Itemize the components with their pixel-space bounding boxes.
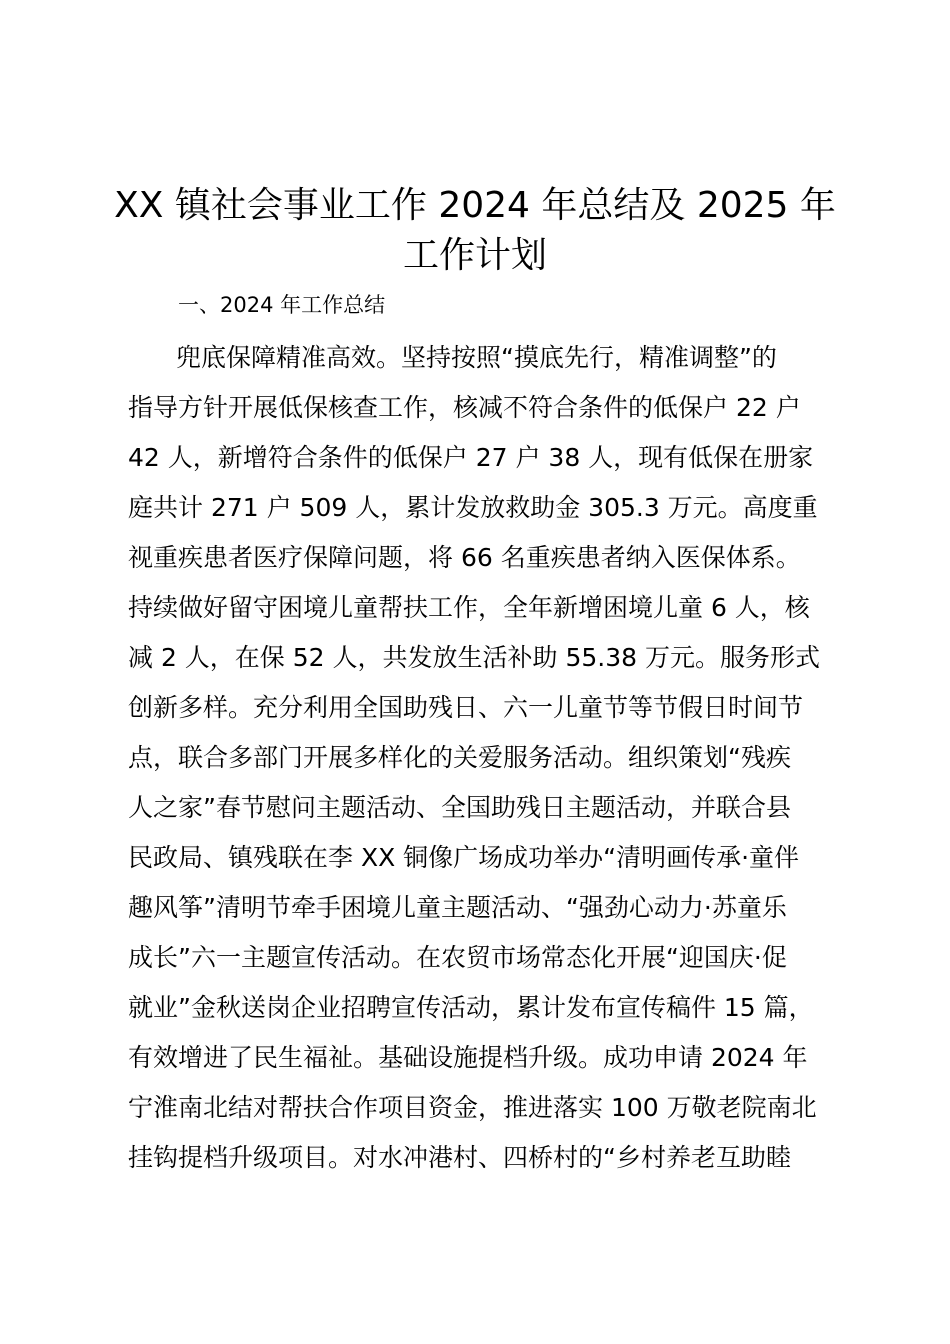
body-line: 趣风筝”清明节牵手困境儿童主题活动、“强劲心动力·苏童乐	[128, 893, 787, 922]
body-line: 成长”六一主题宣传活动。在农贸市场常态化开展“迎国庆·促	[128, 943, 787, 972]
document-title-line-1: XX 镇社会事业工作 2024 年总结及 2025 年	[114, 185, 836, 226]
body-line: 挂钩提档升级项目。对水冲港村、四桥村的“乡村养老互助睦	[128, 1143, 791, 1172]
body-line: 指导方针开展低保核查工作，核减不符合条件的低保户 22 户	[128, 393, 801, 422]
section-heading: 一、2024 年工作总结	[178, 293, 386, 317]
body-line: 就业”金秋送岗企业招聘宣传活动，累计发布宣传稿件 15 篇，	[128, 993, 814, 1022]
body-line: 减 2 人，在保 52 人，共发放生活补助 55.38 万元。服务形式	[128, 643, 820, 672]
body-line: 民政局、镇残联在李 XX 铜像广场成功举办“清明画传承·童伴	[128, 843, 800, 872]
body-line: 庭共计 271 户 509 人，累计发放救助金 305.3 万元。高度重	[128, 493, 818, 522]
body-line: 人之家”春节慰问主题活动、全国助残日主题活动，并联合县	[128, 793, 791, 822]
body-line: 宁淮南北结对帮扶合作项目资金，推进落实 100 万敬老院南北	[128, 1093, 817, 1122]
body-line: 42 人，新增符合条件的低保户 27 户 38 人，现有低保在册家	[128, 443, 814, 472]
document-title-line-2: 工作计划	[402, 235, 547, 276]
body-paragraph	[128, 333, 848, 1183]
body-line: 创新多样。充分利用全国助残日、六一儿童节等节假日时间节	[128, 693, 804, 722]
body-line: 兜底保障精准高效。坚持按照“摸底先行，精准调整”的	[176, 343, 777, 372]
body-line: 点，联合多部门开展多样化的关爱服务活动。组织策划“残疾	[128, 743, 791, 772]
body-line: 有效增进了民生福祉。基础设施提档升级。成功申请 2024 年	[128, 1043, 808, 1072]
body-line: 视重疾患者医疗保障问题，将 66 名重疾患者纳入医保体系。	[128, 543, 801, 572]
body-line: 持续做好留守困境儿童帮扶工作，全年新增困境儿童 6 人，核	[128, 593, 810, 622]
